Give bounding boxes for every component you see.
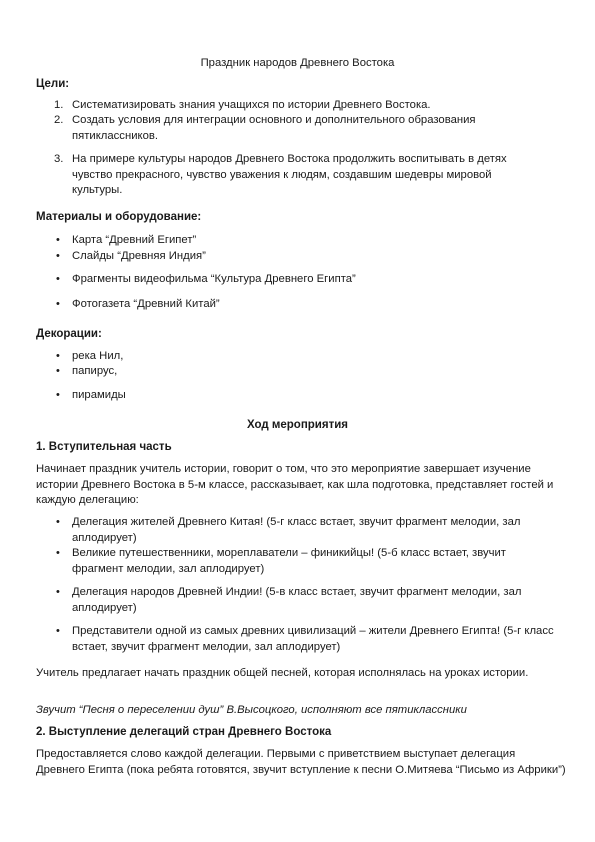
- goal-item-1: [54, 98, 562, 114]
- section1-item-text: Представители одной из самых древних цивилизаций – жители Древнего Египта! (5-г класс встает, звучит фрагмент мелодии, зал аплодирует): [72, 625, 554, 653]
- goal-text: Систематизировать знания учащихся по истории Древнего Востока.: [72, 99, 431, 111]
- materials-text: Карта “Древний Египет”: [72, 234, 197, 246]
- materials-text: Фрагменты видеофильма “Культура Древнего Египта”: [72, 273, 356, 285]
- decorations-heading: Декорации:: [36, 328, 102, 340]
- document-title: Праздник народов Древнего Востока: [200, 57, 395, 69]
- section1-item-text: Делегация народов Древней Индии! (5-в класс встает, звучит фрагмент мелодии, зал аплодирует): [72, 586, 522, 614]
- event-heading: Ход мероприятия: [246, 419, 348, 431]
- goal-text: Создать условия для интеграции основного и дополнительного образования пятиклассников.: [72, 114, 476, 142]
- section1-intro: Начинает праздник учитель истории, говорит о том, что это мероприятие завершает изучение истории Древнего Востока в 5-м классе, рассказывает, как шла подготовка, представляет гостей и каждую делегацию:: [36, 463, 554, 506]
- materials-text: Слайды “Древняя Индия”: [72, 250, 206, 262]
- bullet-icon: •: [56, 625, 60, 637]
- materials-item-4: [56, 297, 562, 313]
- bullet-icon: •: [56, 250, 60, 262]
- materials-item-2: [56, 249, 562, 265]
- bullet-icon: •: [56, 516, 60, 528]
- bullet-icon: •: [56, 389, 60, 401]
- decorations-text: река Нил,: [72, 350, 124, 362]
- decorations-text: папирус,: [72, 365, 118, 377]
- section1-item-1: [56, 515, 552, 546]
- goals-heading: Цели:: [36, 78, 70, 90]
- list-number: 3.: [54, 153, 64, 165]
- bullet-icon: •: [56, 234, 60, 246]
- materials-heading: Материалы и оборудование:: [36, 211, 202, 223]
- decorations-item-3: [56, 388, 562, 404]
- list-number: 1.: [54, 99, 64, 111]
- bullet-icon: •: [56, 273, 60, 285]
- section1-item-text: Великие путешественники, мореплаватели – финикийцы! (5-б класс встает, звучит фрагмент мелодии, зал аплодирует): [72, 547, 506, 575]
- section1-item-text: Делегация жителей Древнего Китая! (5-г класс встает, звучит фрагмент мелодии, зал аплодирует): [72, 516, 521, 544]
- decorations-text: пирамиды: [72, 389, 126, 401]
- section1-outro: Учитель предлагает начать праздник общей песней, которая исполнялась на уроках истории.: [36, 667, 529, 679]
- bullet-icon: •: [56, 350, 60, 362]
- materials-text: Фотогазета “Древний Китай”: [72, 298, 220, 310]
- bullet-icon: •: [56, 298, 60, 310]
- list-number: 2.: [54, 114, 64, 126]
- materials-item-3: [56, 272, 562, 288]
- bullet-icon: •: [56, 365, 60, 377]
- goal-text: На примере культуры народов Древнего Востока продолжить воспитывать в детях чувство прекрасного, чувство уважения к людям, создавшим шедевры мировой культуры.: [72, 153, 507, 196]
- section1-item-3: [56, 585, 552, 616]
- section1-item-4: [56, 624, 562, 655]
- section2-heading: 2. Выступление делегаций стран Древнего Востока: [36, 726, 332, 738]
- materials-item-1: [56, 233, 562, 249]
- decorations-item-1: [56, 349, 562, 365]
- decorations-item-2: [56, 364, 562, 380]
- song-note: Звучит “Песня о переселении душ” В.Высоцкого, исполняют все пятиклассники: [36, 704, 467, 716]
- section1-item-2: [56, 546, 552, 577]
- bullet-icon: •: [56, 547, 60, 559]
- goal-item-3: [54, 152, 542, 199]
- section1-heading: 1. Вступительная часть: [36, 441, 172, 453]
- goal-item-2: [54, 113, 522, 144]
- section2-text: Предоставляется слово каждой делегации. Первыми с приветствием выступает делегация Древнего Египта (пока ребята готовятся, звучит вступление к песни О.Митяева “Письмо из Африки”): [36, 748, 566, 776]
- bullet-icon: •: [56, 586, 60, 598]
